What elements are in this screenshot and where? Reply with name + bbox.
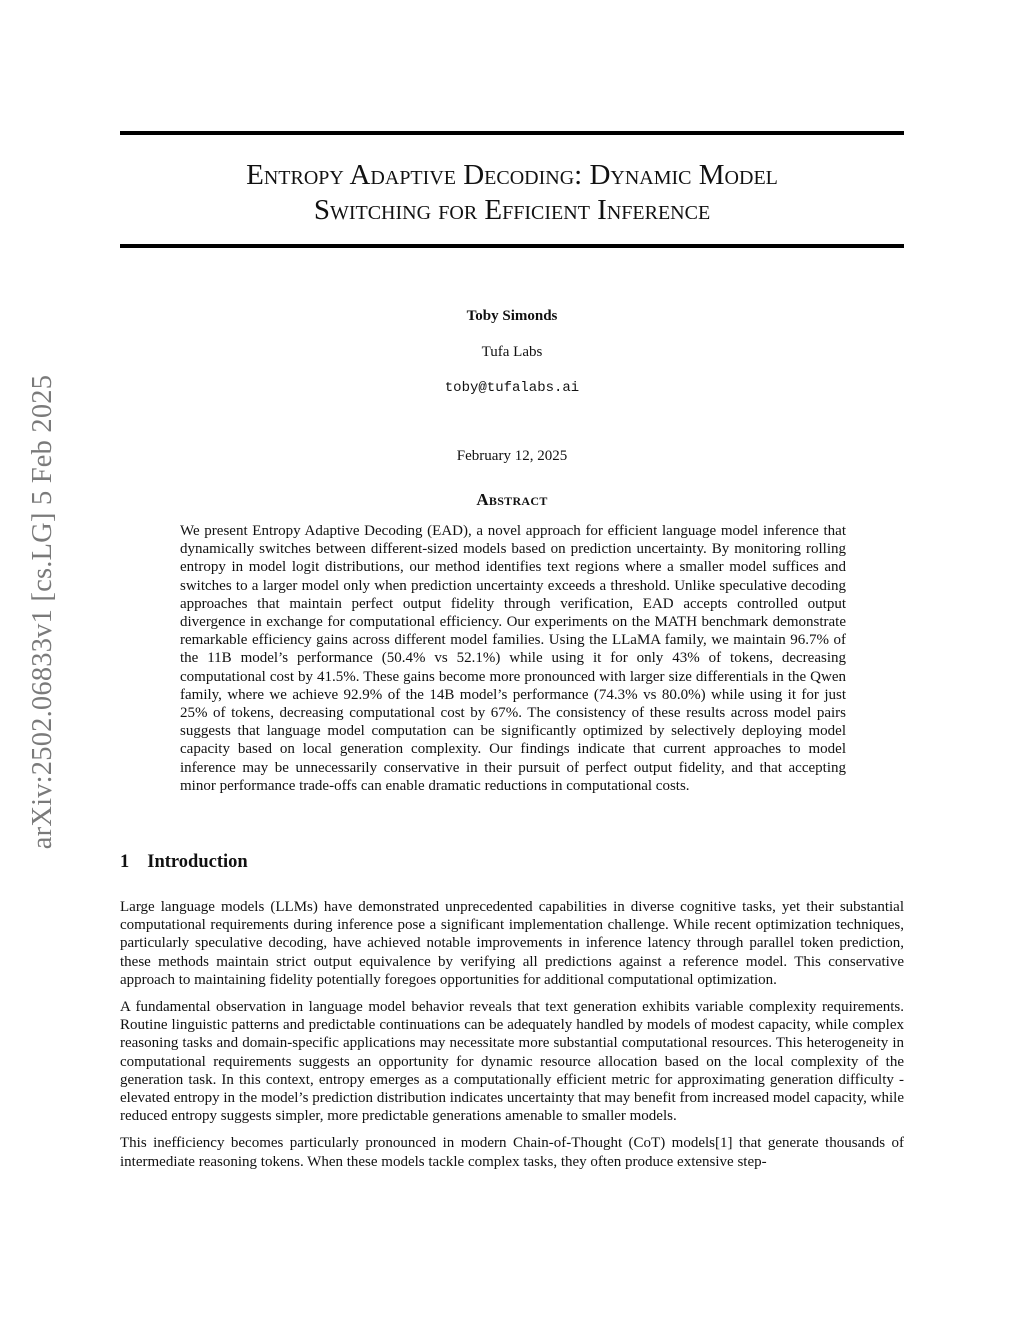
section-number: 1 [120, 852, 130, 872]
title-line-2: Switching for Efficient Inference [313, 194, 711, 226]
section-title: Introduction [147, 852, 248, 872]
author-affiliation: Tufa Labs [481, 344, 543, 360]
arxiv-identifier-stamp: arXiv:2502.06833v1 [cs.LG] 5 Feb 2025 [27, 374, 58, 850]
abstract-text: We present Entropy Adaptive Decoding (EAD), a novel approach for efficient language model inference that dynamically switches between different-sized models based on prediction uncertainty. By monitoring rolling entropy in model logit distributions, our method identifies text regions where a smaller model suffices and switches to a larger model only when prediction uncertainty exceeds a threshold. Unlike speculative decoding approaches that maintain perfect output fidelity through verification, EAD accepts controlled output divergence in exchange for computational efficiency. Our experiments on the MATH benchmark demonstrate remarkable efficiency gains across different model families. Using the LLaMA family, we maintain 96.7% of the 11B model’s performance (50.4% vs 52.1%) while using it for only 43% of tokens, decreasing computational cost by 41.5%. These gains become more pronounced with larger size differentials in the Qwen family, where we achieve 92.9% of the 14B model’s performance (74.3% vs 80.0%) while using it for just 25% of tokens, decreasing computational cost by 67%. The consistency of these results across model pairs suggests that language model computation can be significantly optimized by selectively deploying model capacity based on local generation complexity. Our findings indicate that current approaches to model inference may be unnecessarily conservative in their pursuit of perfect output fidelity, and that accepting minor performance trade-offs can enable dramatic reductions in computational costs. [180, 523, 846, 794]
paper-title [120, 158, 904, 228]
author-name: Toby Simonds [466, 308, 558, 324]
section-heading-introduction [120, 852, 248, 873]
abstract-heading: Abstract [476, 490, 548, 509]
body-paragraph-2: A fundamental observation in language model behavior reveals that text generation exhibits variable complexity requirements. Routine linguistic patterns and predictable continuations can be adequately handled by models of modest capacity, while complex reasoning tasks and domain-specific applications may necessitate more substantial computational resources. This heterogeneity in computational requirements suggests an opportunity for dynamic resource allocation based on the local complexity of the generation task. In this context, entropy emerges as a computationally efficient metric for approximating generation difficulty - elevated entropy in the model’s prediction distribution indicates uncertainty that may benefit from increased model capacity, while reduced entropy suggests simpler, more predictable generations amenable to smaller models. [120, 999, 904, 1125]
paper-date: February 12, 2025 [456, 448, 568, 464]
author-email: toby@tufalabs.ai [444, 380, 580, 396]
title-line-1: Entropy Adaptive Decoding: Dynamic Model [246, 159, 778, 191]
body-paragraph-3: This inefficiency becomes particularly pronounced in modern Chain-of-Thought (CoT) models[1] that generate thousands of intermediate reasoning tokens. When these models tackle complex tasks, they often produce extensive step- [120, 1135, 904, 1170]
title-bottom-rule [120, 244, 904, 248]
introduction-body [120, 898, 904, 1180]
title-top-rule [120, 131, 904, 135]
body-paragraph-1: Large language models (LLMs) have demonstrated unprecedented capabilities in diverse cognitive tasks, yet their substantial computational requirements during inference pose a significant implementation challenge. While recent optimization techniques, particularly speculative decoding, have achieved notable improvements in inference latency through parallel token prediction, these methods maintain strict output equivalence by verifying all predictions against a reference model. This conservative approach to maintaining fidelity potentially foregoes opportunities for additional computational optimization. [120, 899, 904, 988]
